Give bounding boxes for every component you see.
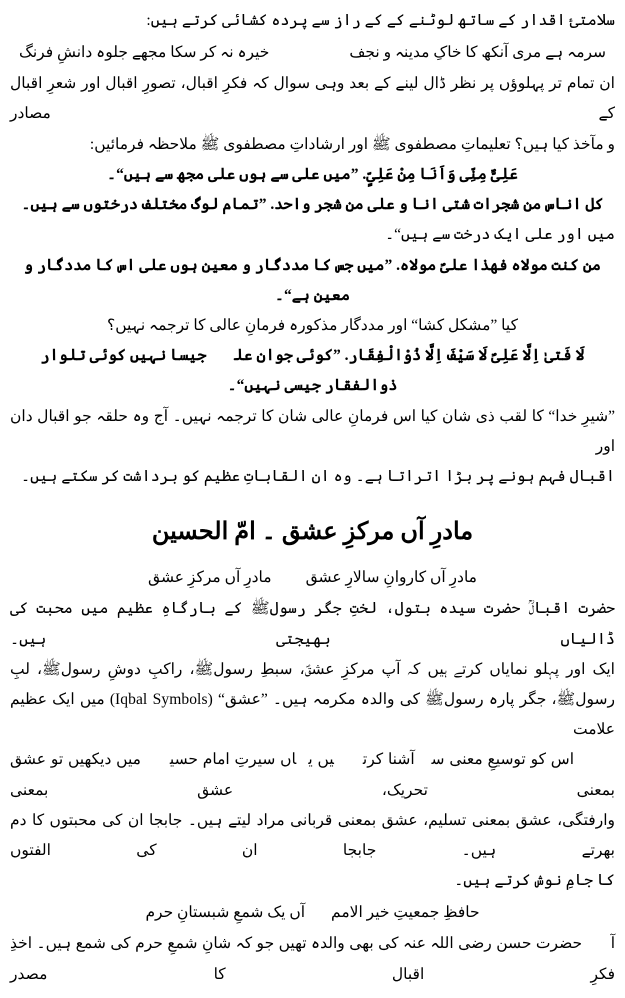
text-line: ہے۔ اس کو توسیعِ معنی سے آشنا کرتے ہیں یہاں سیرتِ امام حسینؓ میں دیکھیں تو عشق بمعنی تحریک، عشق بمعنی: [10, 751, 615, 799]
text-line: و مآخذ کیا ہیں؟ تعلیماتِ مصطفوی ﷺ اور ارشاداتِ مصطفوی ﷺ ملاحظہ فرمائیں:: [89, 135, 615, 153]
verse-couplet: [10, 562, 615, 593]
verse-couplet: [10, 897, 615, 928]
text-line: سلامتیٔ اقدار کے ساتھ لوٹنے کے کے راز سے پردہ کشائی کرتے ہیں:: [146, 12, 615, 29]
hadith-quote: لَا فَتیٰ اِلَّا عَلِیٌ لَا سَیْفَ اِلَّا ذُوْالْفِقَار. ”کوئی جوان علیؓ جیسا نہیں کوئی تلوار ذوالفقار جیسی نہیں“۔: [40, 347, 585, 395]
paragraph: [10, 594, 615, 896]
hemistich-right: خیرہ نہ کر سکا مجھے جلوہ دانشِ فرنگ: [18, 44, 270, 62]
hemistich-left: مادرِ آں کاروانِ سالارِ عشق: [305, 569, 477, 587]
text-line: ”شیرِ خدا“ کا لقب ذی شان کیا اس فرمانِ عالی شان کا ترجمہ نہیں۔ آج وہ حلقہ جو اقبال دان اور: [10, 407, 615, 455]
text-line: آپؐ حضرت حسن رضی اللہ عنہ کی بھی والدہ تھیں جو کہ شانِ شمعِ حرم کی شمع ہیں۔ اخذِ فکرِ اقبال کا مصدر: [10, 935, 615, 983]
hemistich-left: حافظِ جمعیتِ خیر الامم: [331, 904, 480, 922]
hemistich-right: مادرِ آں مرکزِ عشق: [148, 569, 272, 587]
hemistich-left: سرمہ ہے مری آنکھ کا خاکِ مدینہ و نجف: [349, 44, 607, 62]
paragraph: [10, 69, 615, 160]
text-line: ایک اور پہلو نمایاں کرتے ہیں کہ آپ مرکزِ عشقؐ، سبطِ رسولﷺ، راکبِ دوشِ رسولﷺ، لبِ: [10, 660, 615, 678]
hadith-quote: من کنت مولاہ فھذا علیٌ مولاہ. ”میں جس کا مددگار و معین ہوں علی اس کا مددگار و معین ہے“۔: [23, 256, 601, 304]
text-line: کا جامِ نوش کرتے ہیں۔: [454, 872, 615, 890]
text-line: رسولﷺ، جگر پارہ رسولﷺ کی والدہ مکرمہ ہیں۔ ”عشق“ (Iqbal Symbols) میں ایک عظیم علامت: [10, 690, 616, 739]
hadith-quote: کل اناس من شجرات شتی انا و علی من شجر واحد. ”تمام لوگ مختلف درختوں سے ہیں۔: [21, 196, 604, 214]
text-line: وارفتگی، عشق بمعنی تسلیم، عشق بمعنی قربانی مراد لیتے ہیں۔ جابجا ان کی محبتوں کا دم بھرتے ہیں۔ جابجا ان کی الفتوں: [10, 811, 615, 860]
verse-couplet: [10, 37, 615, 68]
section-heading: مادرِ آں مرکزِ عشق ۔ امّ الحسین: [151, 519, 474, 546]
text-line: کیا ”مشکل کشا“ اور مددگار مذکورہ فرمانِ عالی کا ترجمہ نہیں؟: [107, 316, 518, 334]
text-line: اقبال فہم ہونے پر بڑا اتراتا ہے۔ وہ ان القاباتِ عظیم کو برداشت کر سکتے ہیں۔: [21, 468, 615, 486]
paragraph: [10, 402, 615, 493]
text-line: حضرت اقبالؒ حضرت سیدہ بتول، لختِ جگر رسولﷺ کے بارگاہِ عظیم میں محبت کی ڈالیاں بھیجتی ہیں۔: [10, 600, 615, 648]
text-line: میں اور علی ایک درخت سے ہیں“۔: [385, 226, 615, 244]
text-line: ان تمام تر پہلوؤں پر نظر ڈال لینے کے بعد وہی سوال کہ فکرِ اقبال، تصورِ اقبال اور شعرِ اقبال کے مصادر: [10, 75, 615, 123]
hemistich-right: آں یک شمعِ شبستانِ حرم: [145, 904, 306, 922]
hadith-quote: عَلِیٌّ مِنِّی وَاَنَا مِنْ عَلِیٍّ. ”میں علی سے ہوں علی مجھ سے ہیں“۔: [107, 165, 518, 183]
